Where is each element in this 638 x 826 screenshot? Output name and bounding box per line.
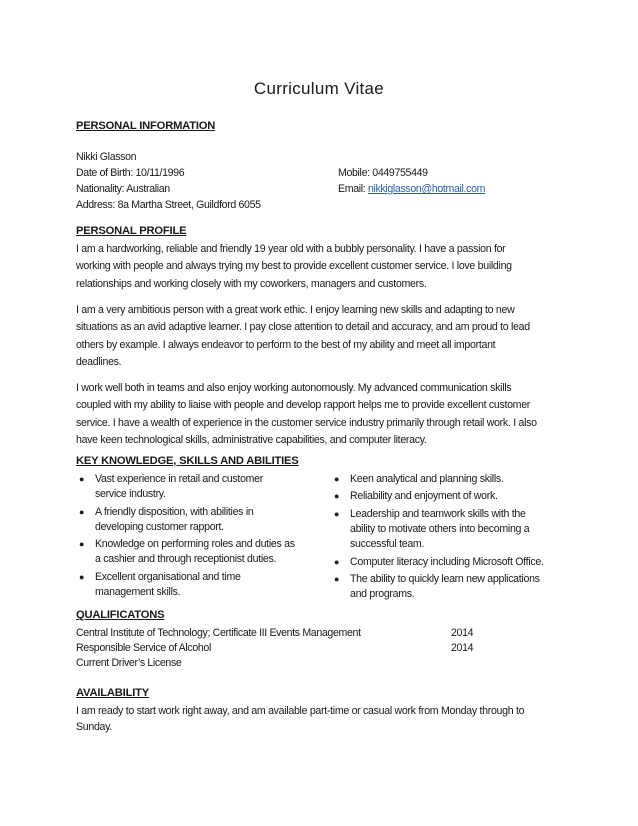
list-item-line: A friendly disposition, with abilities in xyxy=(95,505,254,518)
profile-paragraph-1 xyxy=(76,241,568,293)
list-item xyxy=(76,505,326,535)
list-item-line: service industry. xyxy=(95,488,166,501)
text-line: I am a very ambitious person with a great work ethic. I enjoy learning new skills and adapting to new xyxy=(76,304,515,316)
text-line: service. I have a wealth of experience in the customer service industry primarily through retail work. I also xyxy=(76,416,537,429)
list-item xyxy=(331,572,576,602)
text-line: working with people and always trying my best to provide excellent customer service. I love building xyxy=(76,260,512,273)
qualification-year: 2014 xyxy=(451,642,474,654)
text-line: I am a hardworking, reliable and friendly 19 year old with a bubbly personality. I have a passion for xyxy=(76,243,506,255)
list-item-line: Reliability and enjoyment of work. xyxy=(350,490,498,503)
bullet-icon: ● xyxy=(79,474,85,484)
profile-paragraph-2 xyxy=(76,302,568,371)
list-item-line: Excellent organisational and time xyxy=(95,570,241,583)
dob-text: Date of Birth: 10/11/1996 xyxy=(76,167,185,179)
bullet-icon: ● xyxy=(334,508,340,519)
text-line: others by example. I always endeavor to perform to the best of my ability and meet all important xyxy=(76,338,496,351)
list-item-line: Leadership and teamwork skills with the xyxy=(350,507,526,520)
personal-profile-heading: PERSONAL PROFILE xyxy=(76,225,187,237)
qualifications-heading: QUALIFICATONS xyxy=(76,609,165,621)
profile-paragraph-3 xyxy=(76,380,568,449)
list-item xyxy=(331,555,576,570)
text-line: coupled with my ability to liaise with people and develop rapport helps me to provide excellent customer xyxy=(76,399,531,412)
text-line: situations as an avid adaptive learner. I pay close attention to detail and accuracy, and am proud to lead xyxy=(76,321,530,334)
qualification-year: 2014 xyxy=(451,627,474,639)
qualification-name: Responsible Service of Alcohol xyxy=(76,642,211,654)
bullet-icon: ● xyxy=(334,556,340,567)
availability-text xyxy=(76,703,568,735)
address-text: Address: 8a Martha Street, Guildford 6055 xyxy=(76,199,261,211)
mobile-text: Mobile: 0449755449 xyxy=(338,167,428,179)
bullet-icon: ● xyxy=(79,506,85,517)
list-item-line: Keen analytical and planning skills. xyxy=(350,473,504,485)
list-item xyxy=(76,570,326,600)
list-item-line: The ability to quickly learn new applications xyxy=(350,572,540,585)
text-line: have keen technological skills, administrative capabilities, and computer literacy. xyxy=(76,433,427,446)
skills-list-right xyxy=(331,472,576,605)
list-item xyxy=(76,472,326,502)
list-item-line: ability to motivate others into becoming a xyxy=(350,522,530,535)
personal-information-heading: PERSONAL INFORMATION xyxy=(76,120,216,132)
skills-list-left xyxy=(76,472,326,602)
text-line: Sunday. xyxy=(76,721,112,733)
list-item xyxy=(331,489,576,504)
list-item-line: Knowledge on performing roles and duties as xyxy=(95,538,295,551)
text-line: deadlines. xyxy=(76,355,122,368)
qualification-name: Current Driver’s License xyxy=(76,657,182,669)
email-label: Email: xyxy=(338,183,368,195)
text-line: I am ready to start work right away, and am available part-time or casual work from Monday through to xyxy=(76,705,525,717)
list-item-line: Computer literacy including Microsoft Office. xyxy=(350,555,544,568)
bullet-icon: ● xyxy=(334,573,340,584)
qualification-name: Central Institute of Technology; Certificate III Events Management xyxy=(76,627,361,639)
list-item xyxy=(331,507,576,553)
list-item xyxy=(76,537,326,567)
availability-heading: AVAILABILITY xyxy=(76,687,150,699)
list-item-line: developing customer rapport. xyxy=(95,520,224,533)
list-item xyxy=(331,472,576,487)
bullet-icon: ● xyxy=(79,571,85,582)
skills-heading: KEY KNOWLEDGE, SKILLS AND ABILITIES xyxy=(76,455,299,467)
list-item-line: Vast experience in retail and customer xyxy=(95,473,264,485)
list-item-line: and programs. xyxy=(350,588,415,601)
email-link[interactable]: nikkiglasson@hotmail.com xyxy=(367,183,486,195)
text-line: I work well both in teams and also enjoy working autonomously. My advanced communication skills xyxy=(76,382,512,394)
list-item-line: successful team. xyxy=(350,538,425,551)
email-row xyxy=(338,182,485,197)
bullet-icon: ● xyxy=(334,491,340,502)
nationality-text: Nationality: Australian xyxy=(76,183,170,195)
text-line: relationships and working closely with my coworkers, managers and customers. xyxy=(76,277,427,290)
name-text: Nikki Glasson xyxy=(76,151,137,163)
list-item-line: a cashier and through receptionist duties. xyxy=(95,553,277,566)
bullet-icon: ● xyxy=(334,474,340,484)
list-item-line: management skills. xyxy=(95,585,181,598)
page-title: Curriculum Vitae xyxy=(253,79,385,98)
bullet-icon: ● xyxy=(79,539,85,550)
